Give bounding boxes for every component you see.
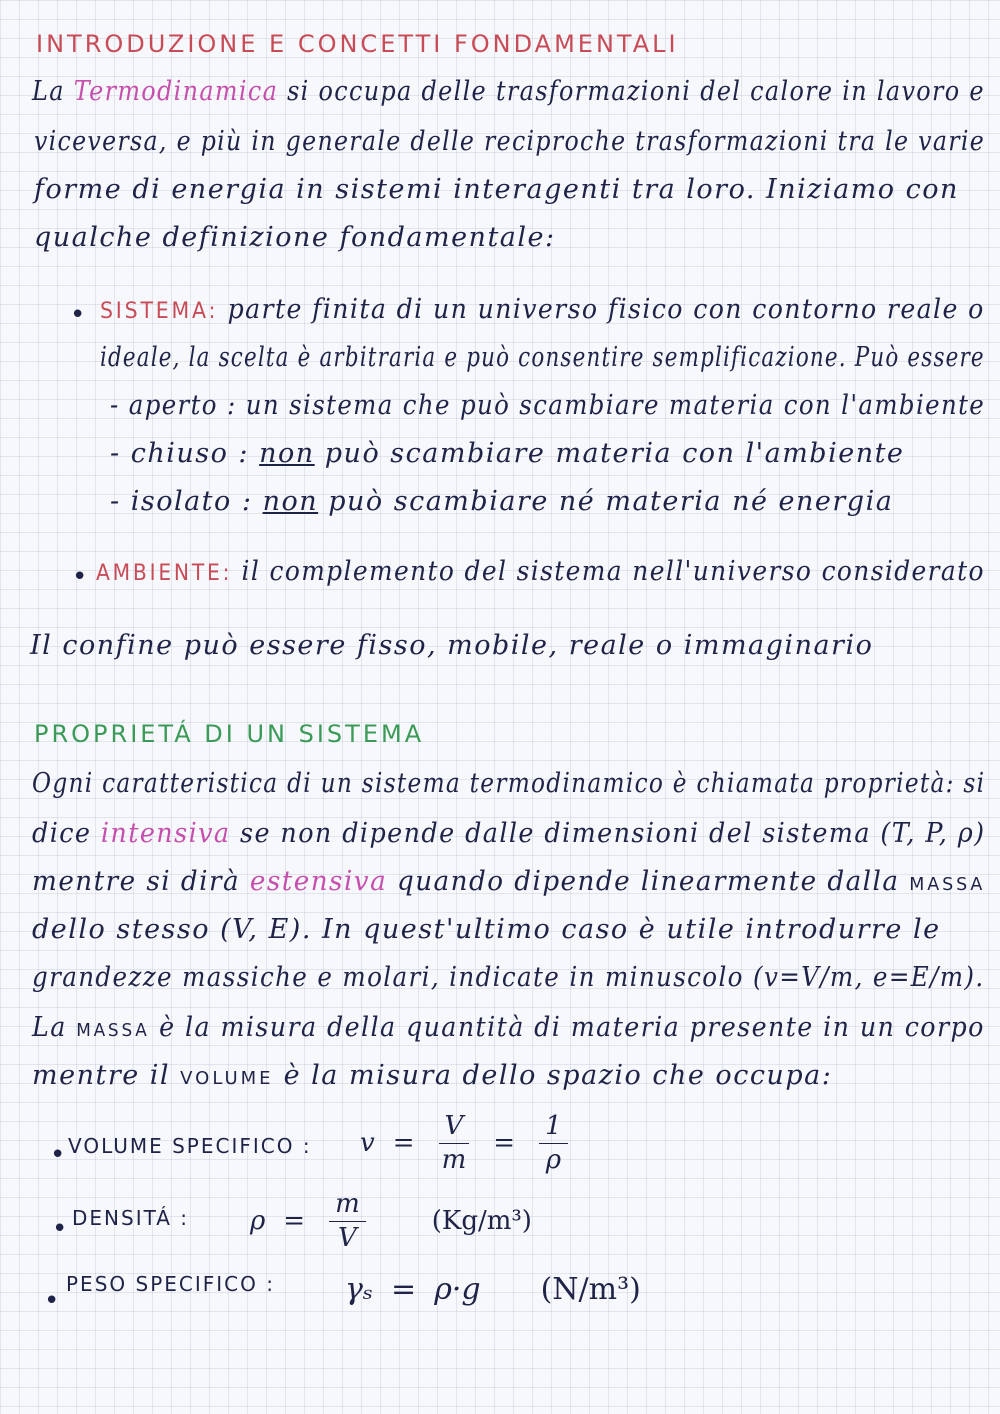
sistema-line-2: ideale, la scelta è arbitraria e può consentire semplificazione. Può essere [100, 342, 985, 373]
paragraph-line-4: qualche definizione fondamentale: [34, 222, 556, 253]
sistema-text-1: parte finita di un universo fisico con contorno reale o [227, 294, 985, 325]
sistema-item-aperto [110, 390, 985, 421]
item-label: - chiuso : [110, 438, 250, 469]
paragraph-line-3: forme di energia in sistemi interagenti tra loro. Iniziamo con [34, 174, 959, 205]
caps-volume: VOLUME [180, 1068, 274, 1089]
text-span: dice [32, 818, 101, 849]
ambiente-label: AMBIENTE: [96, 561, 233, 586]
proprieta-line-6 [32, 1012, 985, 1043]
text-span: si occupa delle trasformazioni del calore in lavoro e [278, 76, 985, 107]
paragraph-line-1 [32, 76, 985, 107]
bullet-dot: • [70, 300, 86, 330]
ambiente-line [96, 556, 985, 587]
formula-lhs: v [360, 1128, 375, 1159]
formula-lhs: ρ [250, 1206, 266, 1237]
term-termodinamica: Termodinamica [73, 76, 279, 107]
formula-rhs: ρ·g [434, 1272, 481, 1307]
item-negation: non [262, 486, 319, 517]
ambiente-text: il complemento del sistema nell'universo considerato [241, 556, 985, 587]
sistema-label: SISTEMA: [100, 299, 219, 324]
peso-specifico-label: PESO SPECIFICO : [66, 1272, 275, 1296]
caps-massa: MASSA [76, 1020, 150, 1041]
formula-lhs: γₛ [345, 1272, 374, 1307]
proprieta-line-7 [32, 1060, 832, 1091]
equals-sign: = [283, 1206, 306, 1237]
sistema-item-chiuso [110, 438, 904, 469]
text-span: è la misura dello spazio che occupa: [273, 1060, 833, 1091]
bullet-dot: • [72, 562, 88, 592]
confine-line: Il confine può essere fisso, mobile, reale o immaginario [30, 630, 874, 661]
item-text: può scambiare materia con l'ambiente [324, 438, 905, 469]
text-span: La [32, 1012, 77, 1043]
proprieta-line-3 [32, 866, 985, 897]
text-span: mentre il [32, 1060, 181, 1091]
term-intensiva: intensiva [100, 818, 231, 849]
item-text: può scambiare né materia né energia [328, 486, 894, 517]
section-title-proprieta: PROPRIETÁ DI UN SISTEMA [34, 720, 425, 748]
volume-specifico-formula [360, 1112, 574, 1174]
densita-formula [250, 1190, 532, 1252]
fraction-numerator: 1 [539, 1112, 568, 1144]
bullet-dot: • [52, 1214, 68, 1244]
text-span: mentre si dirà [32, 866, 250, 897]
fraction-numerator: V [439, 1112, 470, 1144]
volume-specifico-label: VOLUME SPECIFICO : [68, 1134, 312, 1158]
section-title-introduzione: INTRODUZIONE E CONCETTI FONDAMENTALI [36, 30, 679, 58]
text-span: se non dipende dalle dimensioni del sistema (T, P, ρ) [230, 818, 986, 849]
sistema-line-1 [100, 294, 985, 325]
fraction-denominator: ρ [545, 1144, 561, 1175]
fraction [539, 1112, 568, 1174]
caps-massa: MASSA [909, 874, 986, 895]
proprieta-line-1: Ogni caratteristica di un sistema termodinamico è chiamata proprietà: si [32, 768, 986, 799]
proprieta-line-5: grandezze massiche e molari, indicate in minuscolo (v=V/m, e=E/m). [32, 962, 985, 993]
fraction-denominator: V [338, 1222, 357, 1253]
bullet-dot: • [44, 1286, 60, 1316]
peso-specifico-unit: (N/m³) [540, 1272, 641, 1307]
item-label: - isolato : [110, 486, 253, 517]
text-span: La [32, 76, 74, 107]
proprieta-line-4: dello stesso (V, E). In quest'ultimo caso è utile introdurre le [32, 914, 941, 945]
equals-sign: = [391, 1272, 417, 1307]
sistema-item-isolato [110, 486, 893, 517]
item-label: - aperto : [110, 390, 237, 421]
bullet-dot: • [50, 1140, 66, 1170]
paragraph-line-2: viceversa, e più in generale delle reciproche trasformazioni tra le varie [34, 126, 986, 157]
fraction-denominator: m [441, 1144, 467, 1175]
densita-unit: (Kg/m³) [431, 1206, 532, 1237]
text-span: quando dipende linearmente dalla [387, 866, 910, 897]
densita-label: DENSITÁ : [72, 1206, 190, 1230]
fraction [439, 1112, 470, 1174]
fraction [329, 1190, 366, 1252]
peso-specifico-formula [345, 1272, 641, 1307]
proprieta-line-2 [32, 818, 985, 849]
fraction-numerator: m [329, 1190, 366, 1222]
term-estensiva: estensiva [249, 866, 388, 897]
item-text: un sistema che può scambiare materia con l'ambiente [245, 390, 986, 421]
equals-sign: = [493, 1128, 516, 1159]
text-span: è la misura della quantità di materia presente in un corpo [149, 1012, 985, 1043]
equals-sign: = [392, 1128, 415, 1159]
item-negation: non [259, 438, 315, 469]
